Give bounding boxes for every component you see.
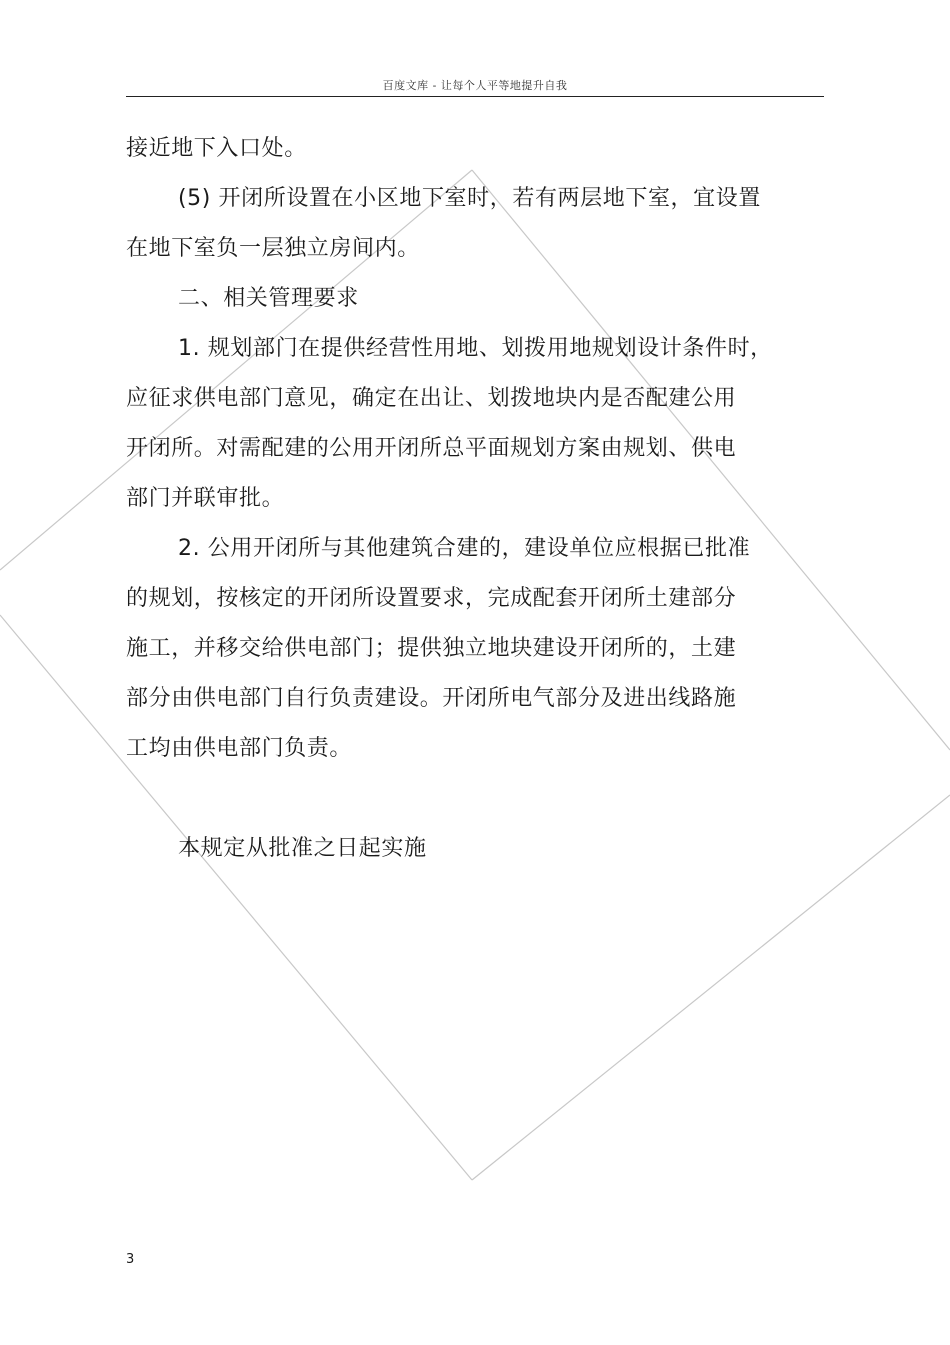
paragraph-line: 1. 规划部门在提供经营性用地、划拨用地规划设计条件时， [178, 336, 773, 361]
closing-statement: 本规定从批准之日起实施 [178, 836, 427, 861]
paragraph-line: 应征求供电部门意见，确定在出让、划拨地块内是否配建公用 [126, 386, 737, 411]
paragraph-line: 的规划，按核定的开闭所设置要求，完成配套开闭所土建部分 [126, 586, 737, 611]
page-number: 3 [126, 1252, 135, 1267]
blank-line [126, 774, 766, 824]
paragraph-line: 施工，并移交给供电部门；提供独立地块建设开闭所的，土建 [126, 636, 737, 661]
section-heading: 二、相关管理要求 [178, 286, 359, 311]
paragraph-line: (5) 开闭所设置在小区地下室时，若有两层地下室，宜设置 [178, 186, 761, 211]
document-body [126, 124, 773, 874]
header-text: 百度文库 - 让每个人平等地提升自我 [382, 79, 568, 92]
page-header [126, 74, 824, 97]
paragraph-line: 2. 公用开闭所与其他建筑合建的，建设单位应根据已批准 [178, 536, 751, 561]
paragraph-line: 工均由供电部门负责。 [126, 736, 353, 761]
paragraph-line: 开闭所。对需配建的公用开闭所总平面规划方案由规划、供电 [126, 436, 737, 461]
paragraph-line: 在地下室负一层独立房间内。 [126, 236, 420, 261]
paragraph-line: 部门并联审批。 [126, 486, 285, 511]
paragraph-line: 接近地下入口处。 [126, 136, 307, 161]
paragraph-line: 部分由供电部门自行负责建设。开闭所电气部分及进出线路施 [126, 686, 737, 711]
